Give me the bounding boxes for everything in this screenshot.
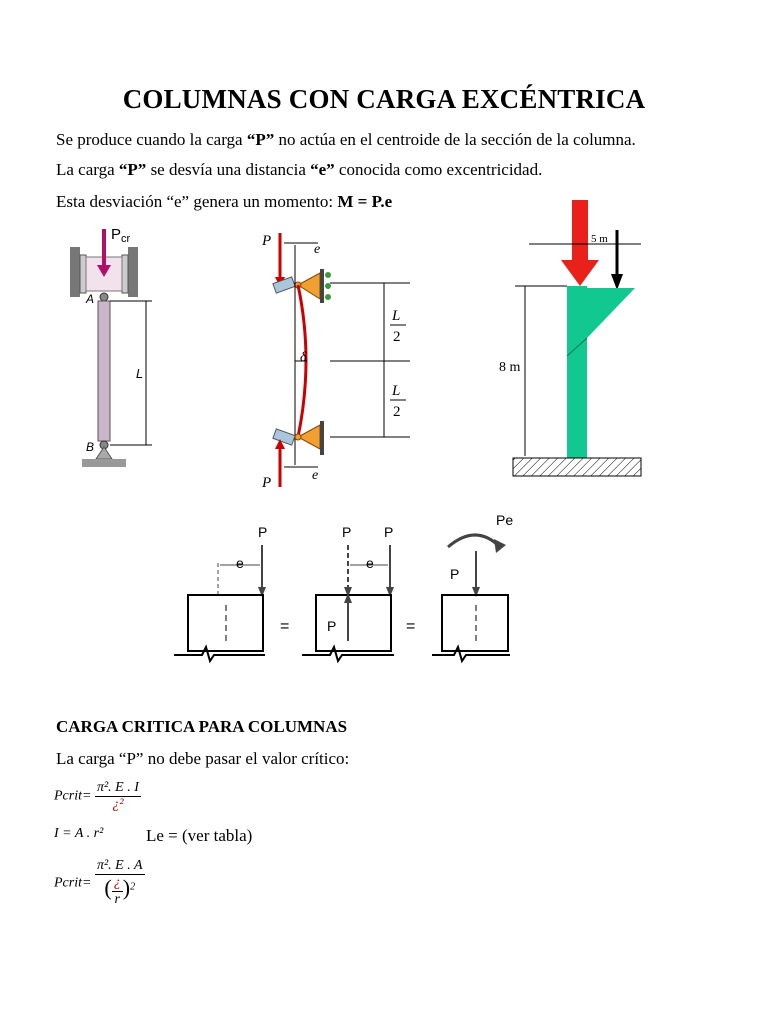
text-line-1 (56, 130, 636, 150)
half-den-1: 2 (393, 329, 401, 345)
line2-post: conocida como excentricidad. (334, 160, 543, 179)
figure-eccentric-column (250, 225, 420, 490)
figure-bracket-column (495, 198, 650, 483)
e-top-label: e (314, 242, 321, 257)
p2b-label: P (384, 524, 394, 540)
moment-arc (448, 535, 500, 547)
pcr-label: $P_{cr}$ (111, 226, 131, 245)
f1-fraction (95, 780, 141, 813)
section-line: La carga “P” no debe pasar el valor crítico: (56, 749, 350, 768)
red-load-head (561, 260, 599, 286)
label-l: L (136, 366, 144, 381)
f3-lhs: Pcrit= (54, 875, 92, 891)
left-guide (80, 255, 86, 293)
moment-head (494, 539, 506, 553)
support-b (96, 447, 112, 459)
pin-a (100, 293, 108, 301)
roller-2 (325, 283, 331, 289)
block-3 (442, 595, 508, 651)
block3-break (432, 647, 510, 661)
left-wall (70, 247, 80, 297)
line1-post: no actúa en el centroide de la sección de la columna. (274, 130, 636, 149)
line2-mid: se desvía una distancia (146, 160, 311, 179)
half-den-2: 2 (393, 404, 401, 420)
f1-lhs: Pcrit= (54, 788, 92, 804)
black-load-head (611, 274, 623, 290)
formula-pcrit-2 (54, 858, 145, 908)
e2-label: e (366, 555, 374, 571)
label-a: A (86, 292, 95, 306)
p2a-label: P (342, 524, 352, 540)
line1-bold: “P” (246, 130, 275, 149)
eq2: = (406, 618, 416, 635)
f3-fraction (95, 858, 145, 908)
dist-label: 5 m (591, 233, 608, 245)
f3-den: ( ¿ r )$^2$ (104, 875, 136, 908)
e-bottom-label: e (312, 468, 319, 483)
right-wall (128, 247, 138, 297)
le-note: Le = (ver tabla) (146, 826, 253, 845)
half-num-1: L (392, 308, 401, 324)
f3-den-bot: r (114, 892, 120, 908)
label-b: B (86, 440, 95, 454)
line2-pre: La carga (56, 160, 119, 179)
bottom-wall (320, 421, 324, 455)
roller-1 (325, 272, 331, 278)
formula-inertia (54, 826, 103, 842)
text-line-3 (56, 192, 392, 212)
e1-label: e (236, 555, 244, 571)
p-bottom-label: P (262, 475, 272, 490)
f3-den-top: ¿ (113, 875, 121, 891)
column-body (98, 301, 110, 441)
height-label: 8 m (499, 360, 521, 375)
f2-text: I = A . r² (54, 826, 104, 841)
bottom-pin (295, 434, 301, 440)
half-num-2: L (392, 383, 401, 399)
text-line-2 (56, 160, 542, 180)
bracket (587, 288, 635, 338)
red-load-shaft (572, 200, 588, 262)
page-title: COLUMNAS CON CARGA EXCÉNTRICA (122, 84, 646, 114)
line3-pre: Esta desviación “e” genera un momento: (56, 192, 338, 211)
p1-label: P (258, 524, 268, 540)
eq1: = (280, 618, 290, 635)
f3-num: π². E . A (96, 858, 143, 873)
block-1 (188, 595, 263, 651)
p2c-label: P (327, 618, 337, 634)
f1-num: π². E . I (96, 780, 139, 795)
delta-label: δ (300, 350, 307, 365)
figure-equivalence (170, 505, 530, 670)
formula-pcrit-1 (54, 780, 141, 813)
ground (82, 459, 126, 467)
section-title: CARGA CRITICA PARA COLUMNAS (56, 717, 348, 736)
bottom-bracket (273, 429, 295, 445)
line1-pre: Se produce cuando la carga (56, 130, 247, 149)
right-guide (122, 255, 128, 293)
figure-pinned-column (60, 225, 170, 475)
line3-bold: M = P.e (337, 192, 393, 211)
p-top-label: P (262, 233, 272, 249)
roller-3 (325, 294, 331, 300)
p3-label: P (450, 566, 460, 582)
column-body (567, 286, 587, 458)
pe-label: Pe (496, 512, 514, 528)
line2-bold: “P” (118, 160, 147, 179)
base-ground (513, 458, 641, 476)
line2-bold2: “e” (310, 160, 335, 179)
f1-den: ¿² (112, 797, 124, 812)
f3-den-exp: 2 (130, 881, 136, 893)
top-wall (320, 269, 324, 303)
